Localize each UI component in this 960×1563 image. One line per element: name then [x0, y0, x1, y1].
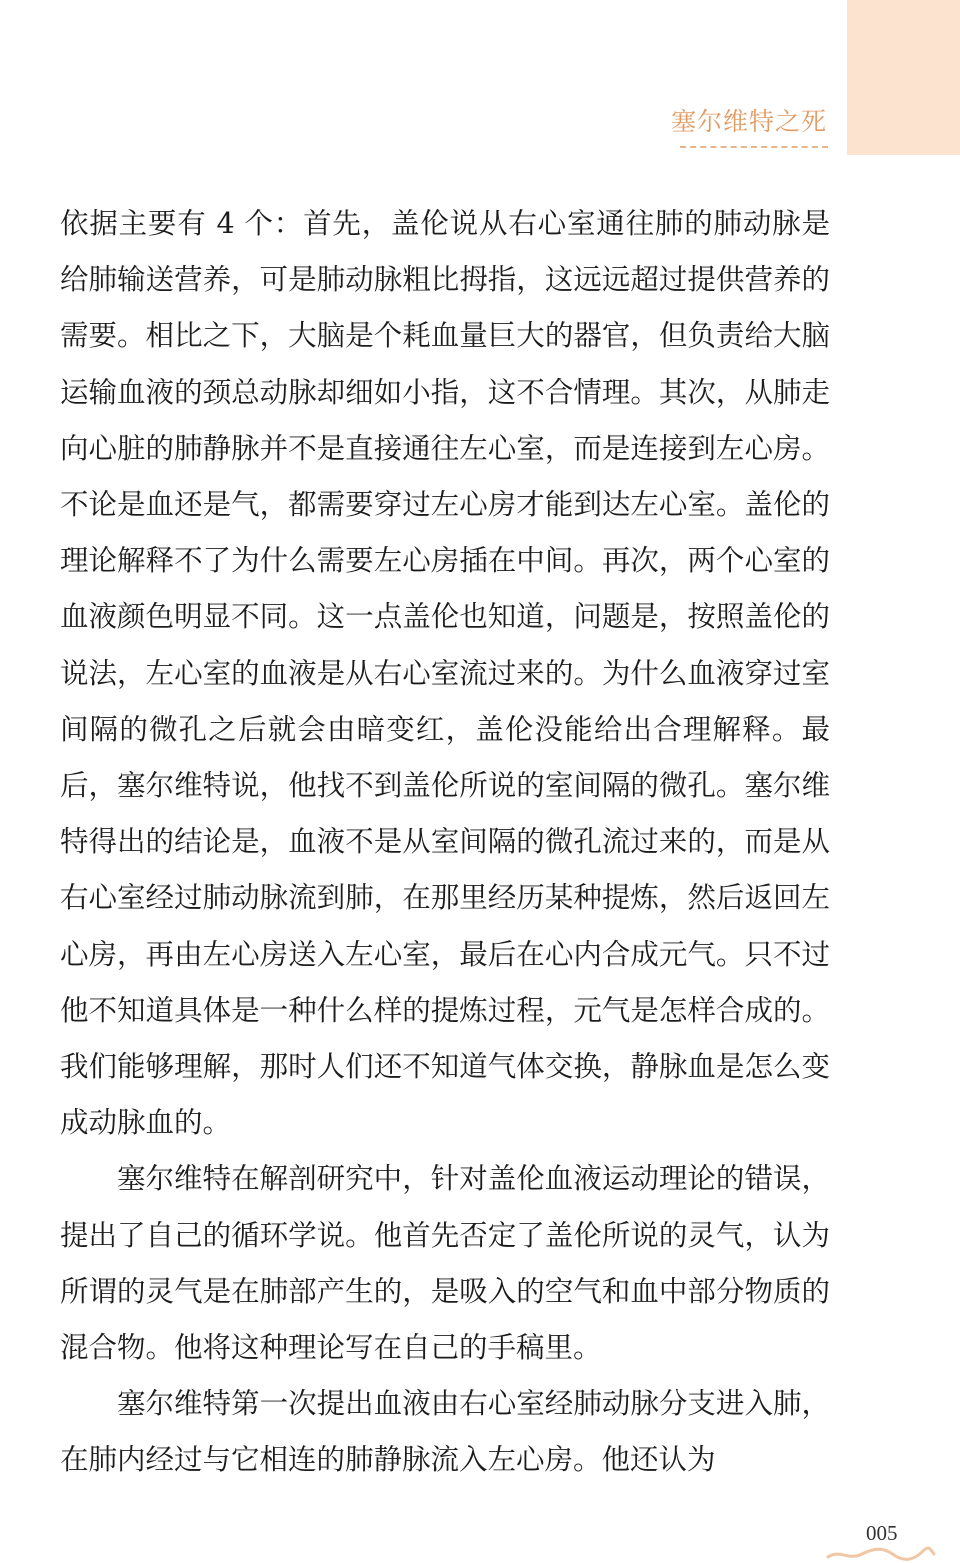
body-text [60, 196, 830, 1489]
decorative-swirl-icon [826, 1545, 936, 1563]
page-number: 005 [866, 1521, 898, 1545]
paragraph: 塞尔维特第一次提出血液由右心室经肺动脉分支进入肺，在肺内经过与它相连的肺静脉流入左心房。他还认为 [60, 1387, 830, 1477]
paragraph: 塞尔维特在解剖研究中，针对盖伦血液运动理论的错误，提出了自己的循环学说。他首先否定了盖伦所说的灵气，认为所谓的灵气是在肺部产生的，是吸入的空气和血中部分物质的混合物。他将这种理论写在自己的手稿里。 [60, 1162, 830, 1365]
corner-tab [847, 0, 960, 155]
paragraph-continued: 依据主要有 4 个：首先，盖伦说从右心室通往肺的肺动脉是给肺输送营养，可是肺动脉粗比拇指，这远远超过提供营养的需要。相比之下，大脑是个耗血量巨大的器官，但负责给大脑运输血液的颈总动脉却细如小指，这不合情理。其次，从肺走向心脏的肺静脉并不是直接通往左心室，而是连接到左心房。不论是血还是气，都需要穿过左心房才能到达左心室。盖伦的理论解释不了为什么需要左心房插在中间。再次，两个心室的血液颜色明显不同。这一点盖伦也知道，问题是，按照盖伦的说法，左心室的血液是从右心室流过来的。为什么血液穿过室间隔的微孔之后就会由暗变红，盖伦没能给出合理解释。最后，塞尔维特说，他找不到盖伦所说的室间隔的微孔。塞尔维特得出的结论是，血液不是从室间隔的微孔流过来的，而是从右心室经过肺动脉流到肺，在那里经历某种提炼，然后返回左心房，再由左心房送入左心室，最后在心内合成元气。只不过他不知道具体是一种什么样的提炼过程，元气是怎样合成的。我们能够理解，那时人们还不知道气体交换，静脉血是怎么变成动脉血的。 [60, 207, 830, 1140]
chapter-title: 塞尔维特之死 [670, 107, 827, 136]
chapter-title-underline [680, 146, 828, 148]
